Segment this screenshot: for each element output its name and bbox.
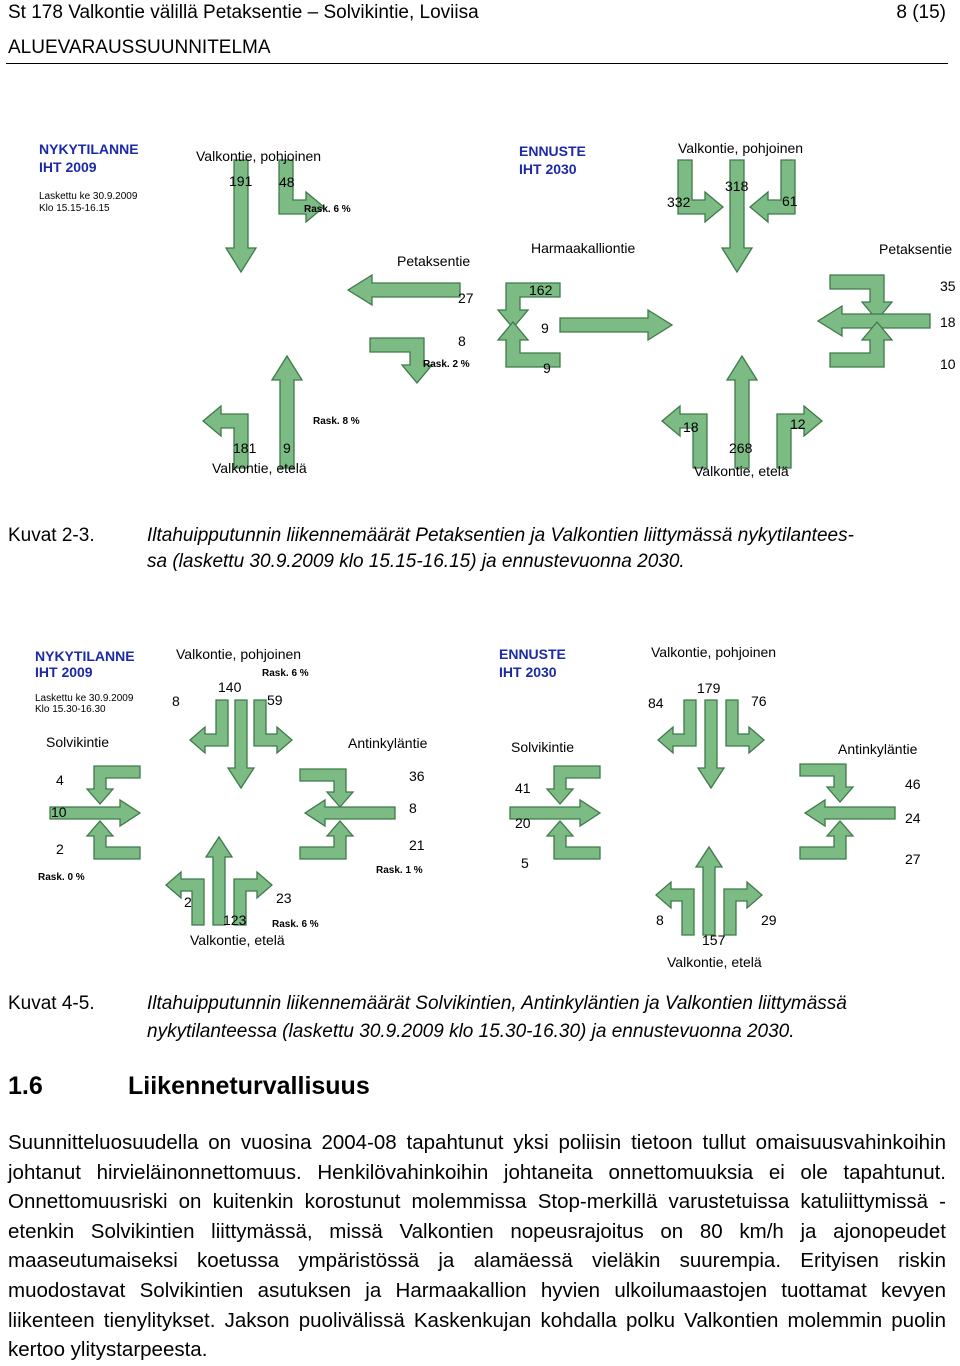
caption-figures-2-3 bbox=[0, 523, 960, 583]
n-count-a: 332 bbox=[667, 194, 691, 210]
n-rask: Rask. 6 % bbox=[262, 668, 309, 679]
count-time: Klo 15.30-16.30 bbox=[35, 704, 106, 715]
arrow-south-left bbox=[662, 406, 707, 468]
road-east: Petaksentie bbox=[879, 241, 953, 257]
s-count-c: 157 bbox=[702, 932, 726, 948]
n-count-c: 61 bbox=[782, 193, 798, 209]
section-body: Suunnitteluosuudella on vuosina 2004-08 tapahtunut yksi poliisin tietoon tullut omaisuusvahinkoihin johtanut hirvieläinonnettomuus. Henkilövahinkoihin johtaneita onnettomuuksia ei ole tapahtunut. Onnettomuusriski on kuitenkin korostunut molemmissa Stop-merkillä varustetuissa katuliittymissä - etenkin Solvikintien liittymässä, missä Valkontien nopeusrajoitus on 80 km/h ja ajonopeudet maaseutumaiseksi koetussa ympäristössä ja alamäessä vieläkin suurempia. Erityisen riskin muodostavat Solvikintien asutuksen ja Harmaakallion hyvien ulkoilumaastojen tuottamat kevyen liikenteen tienylitykset. Jakson puolivälissä Kaskenkujan kohdalla polku Valkontien molemmin puolin kertoo ylitystarpeesta. bbox=[8, 1131, 946, 1362]
e-count-b: 8 bbox=[458, 333, 466, 349]
document-subtitle: ALUEVARAUSSUUNNITELMA bbox=[8, 37, 271, 58]
caption-line-2: sa (laskettu 30.9.2009 klo 15.15-16.15) ja ennustevuonna 2030. bbox=[147, 551, 685, 572]
road-north: Valkontie, pohjoinen bbox=[678, 140, 804, 156]
road-east: Petaksentie bbox=[397, 253, 471, 269]
road-south: Valkontie, etelä bbox=[667, 954, 762, 970]
w-count-b: 10 bbox=[51, 804, 67, 820]
s-count-b: 23 bbox=[276, 890, 292, 906]
section-title: Liikenneturvallisuus bbox=[128, 1072, 370, 1100]
traffic-arrow bbox=[547, 766, 600, 804]
status-label: ENNUSTE bbox=[519, 143, 586, 159]
s-count-b: 9 bbox=[283, 440, 291, 456]
traffic-arrow bbox=[696, 847, 722, 935]
arrow-east-left bbox=[348, 275, 460, 305]
caption-label: Kuvat 4-5. bbox=[8, 993, 95, 1014]
w-count-c: 9 bbox=[543, 360, 551, 376]
w-count-a: 162 bbox=[529, 282, 553, 298]
traffic-arrow bbox=[87, 766, 140, 804]
document-title: St 178 Valkontie välillä Petaksentie – Solvikintie, Loviisa bbox=[8, 2, 479, 23]
count-date: Laskettu ke 30.9.2009 bbox=[39, 191, 138, 202]
caption-line-1: Iltahuipputunnin liikennemäärät Solvikintien, Antinkyläntien ja Valkontien liittymässä bbox=[147, 993, 847, 1014]
caption-line-2: nykytilanteessa (laskettu 30.9.2009 klo 15.30-16.30) ja ennustevuonna 2030. bbox=[147, 1021, 795, 1042]
w-count-b: 9 bbox=[541, 320, 549, 336]
e-count-a: 35 bbox=[940, 278, 956, 294]
e-count-b: 18 bbox=[940, 314, 956, 330]
n-rask: Rask. 6 % bbox=[304, 204, 351, 215]
iht-label: IHT 2030 bbox=[499, 664, 557, 680]
n-count-b: 48 bbox=[279, 174, 295, 190]
traffic-arrow bbox=[698, 700, 724, 788]
road-west: Solvikintie bbox=[511, 739, 575, 755]
n-count-a: 8 bbox=[172, 693, 180, 709]
e-count-c: 21 bbox=[409, 837, 425, 853]
s-count-a: 8 bbox=[656, 912, 664, 928]
w-count-a: 4 bbox=[56, 772, 64, 788]
e-rask: Rask. 2 % bbox=[423, 359, 470, 370]
s-rask: Rask. 8 % bbox=[313, 416, 360, 427]
n-count-a: 179 bbox=[697, 680, 721, 696]
road-south: Valkontie, etelä bbox=[212, 460, 307, 476]
caption-line-1: Iltahuipputunnin liikennemäärät Petaksentien ja Valkontien liittymässä nykytilantees- bbox=[147, 525, 854, 546]
s-count-c: 12 bbox=[790, 416, 806, 432]
n-count-a: 191 bbox=[229, 173, 253, 189]
arrow-north-right bbox=[750, 160, 795, 222]
n-count-b: 84 bbox=[648, 695, 664, 711]
iht-label: IHT 2009 bbox=[35, 664, 93, 680]
s-count-c: 123 bbox=[223, 912, 247, 928]
figure-petaksentie bbox=[0, 120, 960, 490]
caption-label: Kuvat 2-3. bbox=[8, 525, 95, 546]
arrow-north-through bbox=[722, 160, 752, 272]
iht-label: IHT 2009 bbox=[39, 159, 97, 175]
s-count-a: 18 bbox=[683, 419, 699, 435]
traffic-arrow bbox=[724, 882, 762, 935]
e-count-b: 24 bbox=[905, 810, 921, 826]
w-rask: Rask. 0 % bbox=[38, 872, 85, 883]
e-count-a: 36 bbox=[409, 768, 425, 784]
w-count-b: 20 bbox=[515, 815, 531, 831]
road-north: Valkontie, pohjoinen bbox=[651, 644, 777, 660]
traffic-arrow bbox=[658, 700, 696, 753]
count-time: Klo 15.15-16.15 bbox=[39, 203, 110, 214]
traffic-arrow bbox=[805, 800, 895, 826]
figure-solvikintie bbox=[0, 635, 960, 975]
s-count-b: 268 bbox=[729, 440, 753, 456]
section-number: 1.6 bbox=[8, 1072, 43, 1100]
count-date: Laskettu ke 30.9.2009 bbox=[35, 693, 134, 704]
road-west: Harmaakalliontie bbox=[531, 240, 636, 256]
status-label: ENNUSTE bbox=[499, 646, 566, 662]
road-north: Valkontie, pohjoinen bbox=[196, 148, 322, 164]
e-count-a: 27 bbox=[458, 290, 474, 306]
traffic-arrow bbox=[87, 821, 140, 859]
iht-label: IHT 2030 bbox=[519, 161, 577, 177]
page-number: 8 (15) bbox=[896, 2, 946, 23]
arrow-west-through bbox=[560, 310, 672, 340]
traffic-arrow bbox=[800, 764, 853, 802]
traffic-arrow bbox=[547, 821, 600, 859]
w-count-c: 5 bbox=[521, 855, 529, 871]
e-count-c: 27 bbox=[905, 851, 921, 867]
n-count-c: 76 bbox=[751, 693, 767, 709]
section-heading bbox=[8, 1072, 370, 1101]
caption-figures-4-5 bbox=[0, 991, 960, 1051]
road-south: Valkontie, etelä bbox=[694, 463, 789, 479]
header-rule bbox=[6, 63, 948, 64]
traffic-arrow bbox=[800, 821, 853, 859]
e-count-a: 46 bbox=[905, 776, 921, 792]
s-count-a: 181 bbox=[233, 440, 257, 456]
traffic-arrow bbox=[228, 700, 254, 788]
traffic-arrow bbox=[300, 769, 353, 807]
status-label: NYKYTILANNE bbox=[35, 648, 135, 664]
s-count-b: 29 bbox=[761, 912, 777, 928]
road-west: Solvikintie bbox=[46, 734, 110, 750]
road-south: Valkontie, etelä bbox=[190, 932, 285, 948]
e-count-c: 10 bbox=[940, 356, 956, 372]
traffic-arrow bbox=[300, 821, 353, 859]
traffic-arrow bbox=[190, 700, 228, 753]
status-label: NYKYTILANNE bbox=[39, 141, 139, 157]
n-count-b: 318 bbox=[725, 178, 749, 194]
w-count-a: 41 bbox=[515, 780, 531, 796]
e-count-b: 8 bbox=[409, 800, 417, 816]
arrow-south-through bbox=[203, 406, 248, 468]
e-rask: Rask. 1 % bbox=[376, 865, 423, 876]
n-count-c: 59 bbox=[267, 692, 283, 708]
w-count-c: 2 bbox=[56, 841, 64, 857]
road-north: Valkontie, pohjoinen bbox=[176, 646, 302, 662]
traffic-arrow bbox=[305, 800, 395, 826]
n-count-b: 140 bbox=[218, 679, 242, 695]
road-east: Antinkyläntie bbox=[838, 741, 918, 757]
road-east: Antinkyläntie bbox=[348, 735, 428, 751]
arrow-north-left bbox=[678, 160, 723, 222]
s-rask: Rask. 6 % bbox=[272, 919, 319, 930]
s-count-a: 2 bbox=[184, 894, 192, 910]
